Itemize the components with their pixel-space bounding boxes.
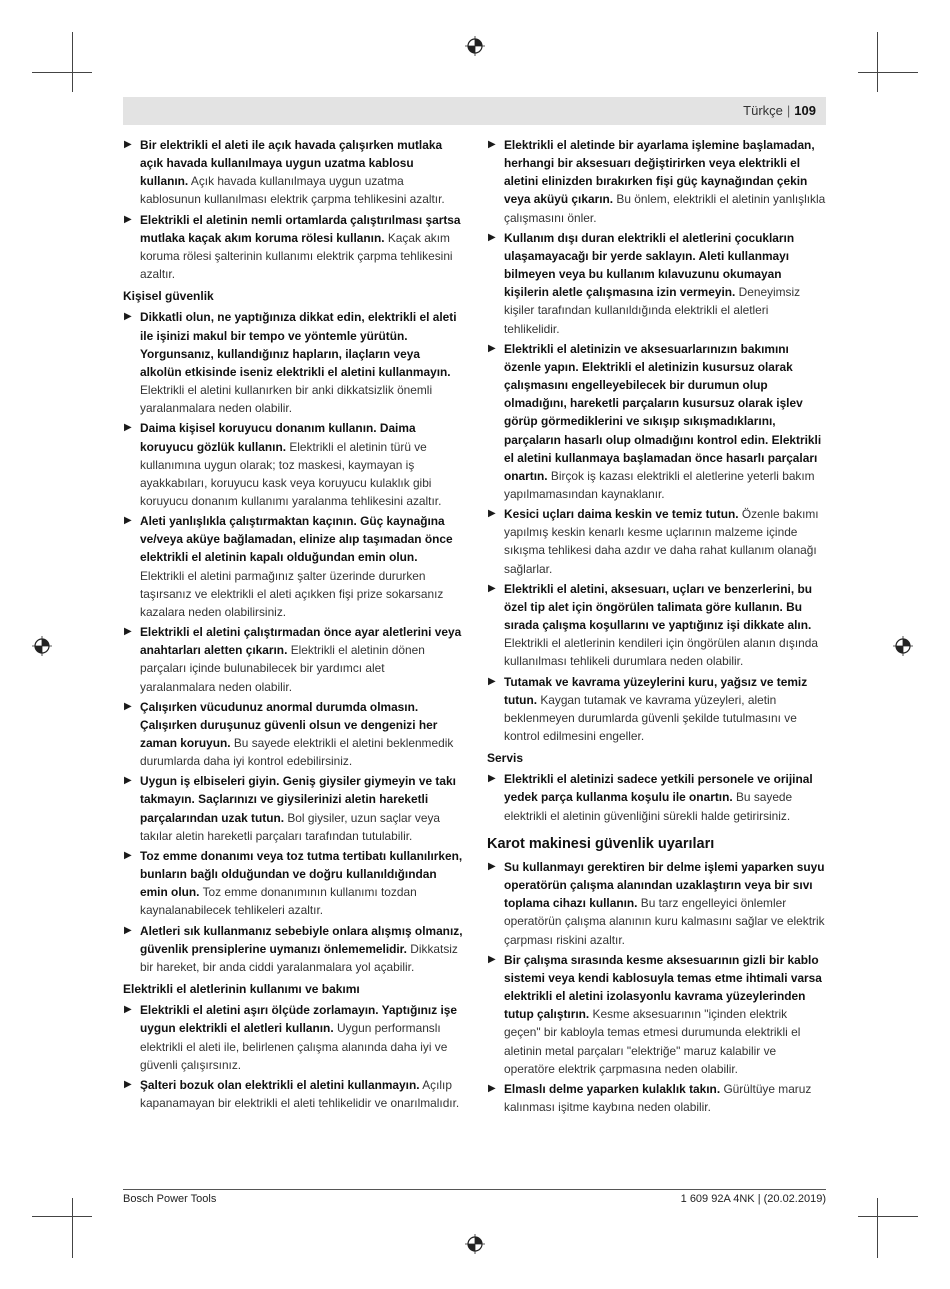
crop-mark <box>858 72 918 73</box>
safety-item <box>487 340 827 503</box>
item-warning-text: Dikkatli olun, ne yaptığınıza dikkat edin, elektrikli el aleti ile işinizi makul bir tempo ve yöntemle yürütün. Yorgunsanız, kullandığınız hapların, ilaçların veya alkolün etkisinde iseniz elektrikli el aletini kullanmayın. <box>140 310 457 379</box>
registration-mark-icon <box>465 1234 485 1254</box>
right-list-b <box>487 770 827 824</box>
safety-item <box>487 858 827 949</box>
safety-item <box>123 698 463 771</box>
item-explanation-text: Bu tarz engelleyici önlemler operatörün çalışma alanının kuru kalmasını sağlar ve elektrik çarpması riskini azaltır. <box>504 896 825 947</box>
header-language: Türkçe <box>743 103 783 118</box>
registration-mark-icon <box>465 36 485 56</box>
page-header <box>123 97 826 125</box>
safety-item <box>123 1001 463 1074</box>
safety-item <box>123 847 463 920</box>
item-warning-text: Toz emme donanımı veya toz tutma tertibatı kullanılırken, bunların bağlı olduğundan ve doğru kullanıldığından emin olun. <box>140 848 463 900</box>
item-explanation-text: Bu sayede elektrikli el aletinin güvenliğini sürekli halde getirirsiniz. <box>504 790 793 823</box>
page-number: 109 <box>794 103 816 118</box>
bullet-arrow-icon: ▶ <box>124 775 132 787</box>
item-explanation-text: Birçok iş kazası elektrikli el aletlerine yeterli bakım yapılmamasından kaynaklanır. <box>504 468 815 501</box>
heading-core-drill-safety: Karot makinesi güvenlik uyarıları <box>487 835 715 852</box>
item-explanation-text: Elektrikli el aletini kullanırken bir anki dikkatsizlik önemli yaralanmalara neden olabilir. <box>140 383 433 416</box>
crop-mark <box>858 1216 918 1217</box>
item-warning-text: Çalışırken vücudunuz anormal durumda olmasın. Çalışırken duruşunuz güvenli olsun ve dengenizi her zaman koruyun. <box>140 699 438 750</box>
safety-item <box>487 673 827 746</box>
item-warning-text: Uygun iş elbiseleri giyin. Geniş giysiler giymeyin ve takı takmayın. Saçlarınızı ve giysilerinizi aletin hareketli parçalarından uzak tutun. <box>140 774 456 825</box>
bullet-arrow-icon: ▶ <box>124 626 132 638</box>
item-explanation-text: Dikkatsiz bir hareket, bir anda ciddi yaralanmalara yol açabilir. <box>140 941 458 974</box>
footer-rule <box>123 1189 826 1190</box>
bullet-arrow-icon: ▶ <box>488 773 496 785</box>
bullet-arrow-icon: ▶ <box>488 953 496 965</box>
bullet-arrow-icon: ▶ <box>124 515 132 527</box>
bullet-arrow-icon: ▶ <box>124 849 132 861</box>
right-list-c <box>487 858 827 1116</box>
registration-mark-icon <box>32 636 52 656</box>
registration-mark-icon <box>893 636 913 656</box>
item-explanation-text: Kaygan tutamak ve kavrama yüzeyleri, aletin beklenmeyen durumlarda güvenli şekilde tutulmasını ve kontrol edilmesini engeller. <box>504 692 797 743</box>
crop-mark <box>32 1216 92 1217</box>
bullet-arrow-icon: ▶ <box>124 1004 132 1016</box>
safety-item <box>123 211 463 284</box>
bullet-arrow-icon: ▶ <box>488 508 496 520</box>
item-warning-text: Elektrikli el aletinin nemli ortamlarda çalıştırılması şartsa mutlaka kaçak akım koruma rölesi kullanın. <box>140 212 461 245</box>
header-text <box>743 103 816 118</box>
bullet-arrow-icon: ▶ <box>124 422 132 434</box>
item-warning-text: Elektrikli el aletinizi sadece yetkili personele ve orijinal yedek parça kullanma koşulu ile onartın. <box>504 772 813 805</box>
bullet-arrow-icon: ▶ <box>488 231 496 243</box>
bullet-arrow-icon: ▶ <box>124 700 132 712</box>
item-warning-text: Bir elektrikli el aleti ile açık havada çalışırken mutlaka açık havada kullanılmaya uygun uzatma kablosu kullanın. <box>140 138 443 189</box>
item-explanation-text: Elektrikli el aletinin türü ve kullanımına uygun olarak; toz maskesi, kaymayan iş ayakkabıları, koruyucu kask veya koruyucu kulaklık gibi koruyucu donanım kullanımı yaralanma tehlikesini azaltır. <box>140 439 442 508</box>
item-warning-text: Aleti yanlışlıkla çalıştırmaktan kaçının. Güç kaynağına ve/veya aküye bağlamadan, elinize alıp taşımadan önce elektrikli el aletinin kapalı olduğundan emin olun. <box>140 514 453 565</box>
bullet-arrow-icon: ▶ <box>124 924 132 936</box>
item-warning-text: Elektrikli el aletinde bir ayarlama işlemine başlamadan, herhangi bir aksesuarı değiştirirken veya elektrikli el aletini elinizden bırakırken fişi güç kaynağından çekin veya aküyü çıkarın. <box>504 138 815 207</box>
safety-item <box>123 308 463 417</box>
item-warning-text: Elektrikli el aletini aşırı ölçüde zorlamayın. Yaptığınız işe uygun elektrikli el aletleri kullanın. <box>140 1003 457 1036</box>
safety-item <box>123 512 463 621</box>
left-list-b <box>123 308 463 976</box>
item-explanation-text: Bu sayede elektrikli el aletini beklenmedik durumlarda daha iyi kontrol edebilirsiniz. <box>140 736 454 769</box>
footer-brand: Bosch Power Tools <box>123 1193 217 1205</box>
safety-item <box>487 951 827 1078</box>
item-explanation-text: Bu önlem, elektrikli el aletinin yanlışlıkla çalışmasını önler. <box>504 192 826 225</box>
safety-item <box>487 1080 827 1116</box>
item-explanation-text: Özenle bakımı yapılmış keskin kenarlı kesme uçlarının malzeme içinde sıkışma tehlikesi daha azdır ve daha rahat kullanım olanağı sağlarlar. <box>504 507 819 576</box>
crop-mark <box>877 1198 878 1258</box>
item-warning-text: Su kullanmayı gerektiren bir delme işlemi yaparken suyu operatörün çalışma alanından uzaklaştırın veya bir sıvı toplama cihazı kullanın. <box>504 859 825 911</box>
item-warning-text: Kullanım dışı duran elektrikli el aletlerini çocukların ulaşamayacağı bir yerde saklayın. Aleti kullanmayı bilmeyen veya bu kullanım kılavuzunu okumayan kişilerin aletle çalışmasına izin vermeyin. <box>504 230 795 300</box>
footer-doc-id: 1 609 92A 4NK | (20.02.2019) <box>680 1193 826 1205</box>
item-warning-text: Şalteri bozuk olan elektrikli el aletini kullanmayın. <box>140 1077 420 1092</box>
safety-item <box>123 419 463 510</box>
safety-item <box>123 772 463 845</box>
bullet-arrow-icon: ▶ <box>488 582 496 594</box>
item-explanation-text: Deneyimsiz kişiler tarafından kullanıldığında elektrikli el aletleri tehlikelidir. <box>504 285 801 336</box>
crop-mark <box>877 32 878 92</box>
safety-item <box>123 623 463 696</box>
safety-item <box>487 770 827 824</box>
left-column <box>123 136 463 1114</box>
item-warning-text: Elmaslı delme yaparken kulaklık takın. <box>504 1081 721 1096</box>
item-warning-text: Tutamak ve kavrama yüzeylerini kuru, yağsız ve temiz tutun. <box>504 674 808 707</box>
item-warning-text: Kesici uçları daima keskin ve temiz tutun. <box>504 507 739 522</box>
bullet-arrow-icon: ▶ <box>124 311 132 323</box>
safety-item <box>123 1076 463 1112</box>
item-explanation-text: Kesme aksesuarının "içinden elektrik geçen" bir kabloyla temas etmesi durumunda elektrikli el aletinin metal parçaları "elektriğe" maruz kalabilir ve operatöre elektrik çarpmasına neden olabilir. <box>504 1007 801 1076</box>
bullet-arrow-icon: ▶ <box>124 1078 132 1090</box>
safety-item <box>123 922 463 976</box>
item-warning-text: Bir çalışma sırasında kesme aksesuarının gizli bir kablo sistemi veya kendi kablosuyla temas etme ihtimali varsa elektrikli el aletini izolasyonlu kavrama yüzeylerinden tutup çalıştırın. <box>504 952 822 1022</box>
safety-item <box>123 136 463 209</box>
bullet-arrow-icon: ▶ <box>488 1082 496 1094</box>
right-list-a <box>487 136 827 745</box>
item-explanation-text: Elektrikli el aletini parmağınız şalter üzerinde dururken taşırsanız ve elektrikli el aleti açıkken fişi prize sokarsanız kazalara neden olabilirsiniz. <box>140 568 444 619</box>
item-explanation-text: Uygun performanslı elektrikli el aleti ile, belirlenen çalışma alanında daha iyi ve güvenli çalışırsınız. <box>140 1021 448 1072</box>
item-explanation-text: Açık havada kullanılmaya uygun uzatma kablosunun kullanılması elektrik çarpma tehlikesini azaltır. <box>140 174 445 207</box>
item-explanation-text: Açılıp kapanamayan bir elektrikli el aleti tehlikelidir ve onarılmalıdır. <box>140 1077 460 1110</box>
item-explanation-text: Elektrikli el aletlerinin kendileri için öngörülen alanın dışında kullanılması tehlikeli durumlara neden olabilir. <box>504 636 818 669</box>
safety-item <box>487 580 827 671</box>
item-explanation-text: Elektrikli el aletinin dönen parçaları içinde bulunabilecek bir yardımcı alet yaralanmalara neden olabilir. <box>140 643 425 694</box>
item-explanation-text: Gürültüye maruz kalınması işitme kaybına neden olabilir. <box>504 1081 812 1114</box>
bullet-arrow-icon: ▶ <box>488 860 496 872</box>
left-list-c <box>123 1001 463 1112</box>
header-separator: | <box>786 103 791 118</box>
item-explanation-text: Toz emme donanımının kullanımı tozdan kaynalanabilecek tehlikeleri azaltır. <box>140 885 417 918</box>
heading-service: Servis <box>487 751 524 766</box>
bullet-arrow-icon: ▶ <box>488 342 496 354</box>
item-warning-text: Daima kişisel koruyucu donanım kullanın. Daima koruyucu gözlük kullanın. <box>140 421 416 454</box>
item-warning-text: Aletleri sık kullanmanız sebebiyle onlara alışmış olmanız, güvenlik prensiplerine uymanızı önlememelidir. <box>140 923 463 956</box>
item-explanation-text: Kaçak akım koruma rölesi şalterinin kullanımı elektrik çarpma tehlikesini azaltır. <box>140 230 453 282</box>
bullet-arrow-icon: ▶ <box>488 139 496 150</box>
item-explanation-text: Bol giysiler, uzun saçlar veya takılar aletin hareketli parçaları tarafından tutulabilir. <box>140 810 441 843</box>
bullet-arrow-icon: ▶ <box>124 139 132 150</box>
safety-item <box>487 229 827 338</box>
safety-item <box>487 505 827 578</box>
crop-mark <box>32 72 92 73</box>
heading-tool-use: Elektrikli el aletlerinin kullanımı ve bakımı <box>123 982 360 997</box>
item-warning-text: Elektrikli el aletini, aksesuarı, uçları ve benzerlerini, bu özel tip alet için öngörülen talimata göre kullanın. Bu sırada çalışma koşullarını ve yaptığınız işi dikkate alın. <box>504 581 812 633</box>
left-list-a <box>123 136 463 283</box>
bullet-arrow-icon: ▶ <box>124 213 132 225</box>
safety-item <box>487 136 827 227</box>
crop-mark <box>72 1198 73 1258</box>
right-column <box>487 136 827 1118</box>
item-warning-text: Elektrikli el aletinizin ve aksesuarlarınızın bakımını özenle yapın. Elektrikli el aletinizin kusursuz olarak çalışmasını engelleyebilecek bir durumun olup olmadığını, hareketli parçaların kusursuz olarak işlev görüp görmediklerini ve sıkışıp sıkışmadıklarını, parçaların hasarlı olup olmadığını kontrol edin. Elektrikli el aletini kullanmaya başlamadan önce hasarlı parçaları onartın. <box>504 341 822 483</box>
bullet-arrow-icon: ▶ <box>488 675 496 687</box>
crop-mark <box>72 32 73 92</box>
item-warning-text: Elektrikli el aletini çalıştırmadan önce ayar aletlerini veya anahtarları aletten çıkarın. <box>140 625 462 658</box>
heading-personal-safety: Kişisel güvenlik <box>123 289 214 304</box>
